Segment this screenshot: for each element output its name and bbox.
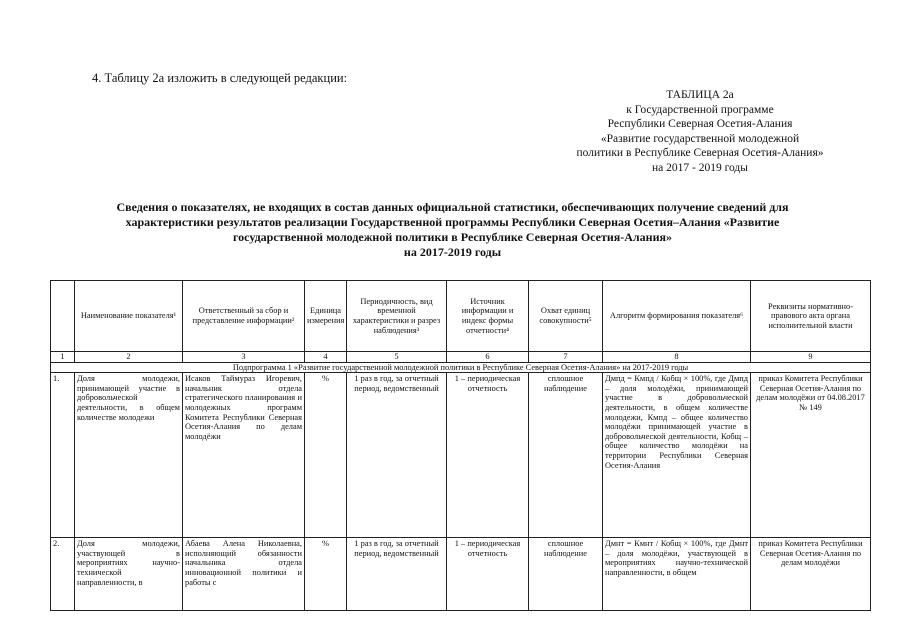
periodicity: 1 раз в год, за отчетный период, ведомственный — [347, 373, 447, 538]
responsible-person: Исаков Таймураз Игоревич, начальник отдела стратегического планирования и молодежных программ Комитета Республики Северная Осетия-Алания по делам молодёжи — [183, 373, 305, 538]
table-row — [51, 538, 871, 611]
annex-line: к Государственной программе — [626, 103, 774, 116]
periodicity: 1 раз в год, за отчетный период, ведомственный — [347, 538, 447, 611]
legal-act: приказ Комитета Республики Северная Осетия-Алания по делам молодёжи от 04.08.2017 № 149 — [751, 373, 871, 538]
coverage: сплошное наблюдение — [529, 373, 603, 538]
heading-line: государственной молодежной политики в Республике Северная Осетия-Алания» — [233, 230, 672, 244]
info-source: 1 – периодическая отчетность — [447, 538, 529, 611]
heading-line: Сведения о показателях, не входящих в состав данных официальной статистики, обеспечивающих получение сведений для — [116, 200, 789, 214]
column-number: 8 — [603, 352, 751, 363]
heading-line: на 2017-2019 годы — [403, 245, 502, 259]
subprogram-title: Подпрограмма 1 «Развитие государственной молодежной политики в Республике Северная Осетия-Алания» на 2017-2019 годы — [51, 362, 871, 373]
header-cell — [51, 281, 75, 352]
table-row — [51, 373, 871, 538]
responsible-person: Абаева Алена Николаевна, исполняющий обязанности начальника отдела инновационной политики и работы с — [183, 538, 305, 611]
column-number: 9 — [751, 352, 871, 363]
header-cell: Периодичность, вид временной характеристики и разрез наблюдения³ — [347, 281, 447, 352]
legal-act: приказ Комитета Республики Северная Осетия-Алания по делам молодёжи — [751, 538, 871, 611]
column-number-row — [51, 352, 871, 363]
annex-line: на 2017 - 2019 годы — [651, 161, 748, 174]
unit: % — [305, 373, 347, 538]
annex-label — [520, 88, 880, 175]
annex-line: ТАБЛИЦА 2а — [666, 89, 734, 101]
column-number: 2 — [75, 352, 183, 363]
unit: % — [305, 538, 347, 611]
indicator-name: Доля молодежи, принимающей участие в добровольческой деятельности, в общем количестве молодежи — [75, 373, 183, 538]
algorithm: Дмпд = Кмпд / Кобщ × 100%, где Дмпд – доля молодёжи, принимающей участие в добровольческой деятельности, в общем количестве молодежи, Кмпд – общее количество молодёжи принимающей участие в добровольческой деятельности, Кобщ – общее количество молодёжи на территории Республики Северная Осетия-Алания — [603, 373, 751, 538]
column-number: 4 — [305, 352, 347, 363]
header-cell: Источник информации и индекс формы отчетности⁴ — [447, 281, 529, 352]
column-number: 5 — [347, 352, 447, 363]
indicator-name: Доля молодежи, участвующей в мероприятиях научно-технической направленности, в — [75, 538, 183, 611]
column-number: 1 — [51, 352, 75, 363]
column-number: 7 — [529, 352, 603, 363]
header-cell: Ответственный за сбор и представление информации² — [183, 281, 305, 352]
document-heading — [40, 200, 865, 260]
intro-text: 4. Таблицу 2а изложить в следующей редакции: — [92, 71, 348, 85]
info-source: 1 – периодическая отчетность — [447, 373, 529, 538]
table-header-row — [51, 281, 871, 352]
heading-line: характеристики результатов реализации Государственной программы Республики Северная Осетия–Алания «Развитие — [125, 215, 780, 229]
row-number: 2. — [51, 538, 75, 611]
algorithm: Дмнт = Кмнт / Кобщ × 100%, где Дмнт – доля молодёжи, участвующей в мероприятиях научно-технической направленности, в общем — [603, 538, 751, 611]
annex-line: политики в Республике Северная Осетия-Алания» — [576, 147, 824, 159]
header-cell: Наименование показателя¹ — [75, 281, 183, 352]
indicators-table — [50, 280, 871, 611]
header-cell: Охват единиц совокупности⁵ — [529, 281, 603, 352]
subprogram-row — [51, 362, 871, 373]
coverage: сплошное наблюдение — [529, 538, 603, 611]
header-cell: Реквизиты нормативно-правового акта органа исполнительной власти — [751, 281, 871, 352]
annex-line: «Развитие государственной молодежной — [600, 132, 800, 145]
annex-line: Республики Северная Осетия-Алания — [607, 118, 793, 130]
header-cell: Единица измерения — [305, 281, 347, 352]
row-number: 1. — [51, 373, 75, 538]
column-number: 6 — [447, 352, 529, 363]
header-cell: Алгоритм формирования показателя⁶ — [603, 281, 751, 352]
column-number: 3 — [183, 352, 305, 363]
